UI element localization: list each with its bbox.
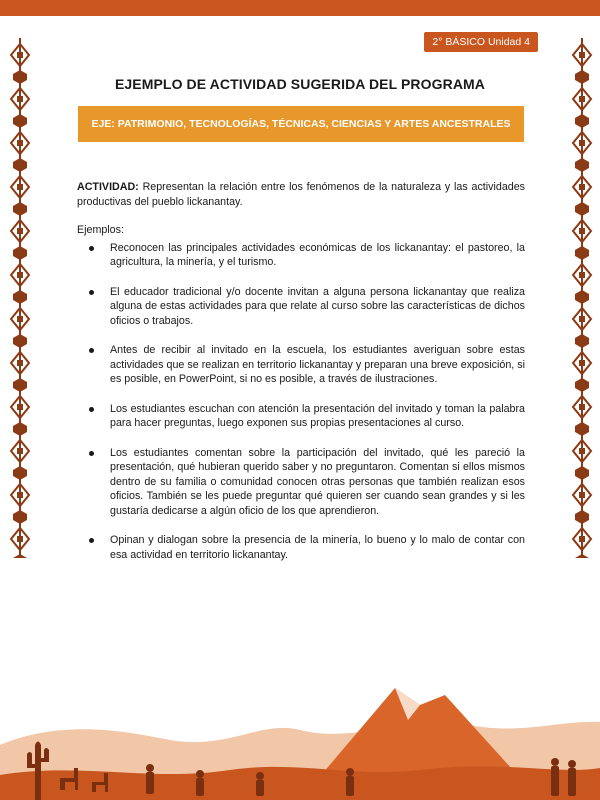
list-item-text: Antes de recibir al invitado en la escuela, los estudiantes averiguan sobre estas actividades que se realizan en territorio lickanantay y preparan una breve exposición, si es posible, en PowerPoint, si no es posible, a través de ilustraciones.	[110, 344, 525, 385]
bullet-icon	[89, 348, 94, 353]
list-item-text: Los estudiantes escuchan con atención la presentación del invitado y toman la palabra para hacer preguntas, luego exponen sus propias presentaciones al curso.	[110, 402, 525, 429]
axis-banner	[78, 106, 524, 142]
list-item	[77, 241, 525, 270]
axis-banner-text: EJE: PATRIMONIO, TECNOLOGÍAS, TÉCNICAS, CIENCIAS Y ARTES ANCESTRALES	[91, 118, 511, 130]
list-item	[77, 446, 525, 519]
examples-list	[77, 241, 525, 563]
list-item	[77, 343, 525, 387]
list-item	[77, 402, 525, 431]
activity-text: Representan la relación entre los fenómenos de la naturaleza y las actividades productivas del pueblo lickanantay.	[77, 181, 525, 208]
list-item-text: El educador tradicional y/o docente invitan a alguna persona lickanantay que realiza alguna de estas actividades para que relate al curso sobre las características de dichos oficios o trabajos.	[110, 285, 525, 327]
page-title: EJEMPLO DE ACTIVIDAD SUGERIDA DEL PROGRAMA	[114, 76, 486, 92]
bullet-icon	[89, 451, 94, 456]
activity-content	[77, 180, 525, 577]
left-decorative-pattern	[9, 38, 31, 558]
bottom-landscape-illustration	[0, 650, 600, 800]
list-item	[77, 533, 525, 562]
top-color-band	[0, 0, 600, 16]
examples-label: Ejemplos:	[77, 224, 124, 236]
bullet-icon	[89, 290, 94, 295]
list-item-text: Opinan y dialogan sobre la presencia de la minería, lo bueno y lo malo de contar con esa actividad en territorio lickanantay.	[110, 534, 525, 561]
unit-badge: 2° BÁSICO Unidad 4	[424, 32, 538, 52]
activity-paragraph	[77, 180, 525, 209]
bullet-icon	[89, 246, 94, 251]
list-item-text: Reconocen las principales actividades económicas de los lickanantay: el pastoreo, la agricultura, la minería, y el turismo.	[110, 241, 525, 268]
list-item-text: Los estudiantes comentan sobre la participación del invitado, qué les pareció la presentación, qué hubieran querido saber y no preguntaron. Comentan si ellos mismos dentro de su familia o comunidad conocen otras personas que también realizan esos oficios. También se les puede preguntar qué quieren ser cuando sean grandes y si les gustaría dedicarse a algún oficio de los que aprendieron.	[110, 446, 525, 517]
list-item	[77, 285, 525, 329]
bullet-icon	[89, 538, 94, 543]
bullet-icon	[89, 407, 94, 412]
activity-label: ACTIVIDAD:	[77, 181, 139, 193]
right-decorative-pattern	[571, 38, 593, 558]
